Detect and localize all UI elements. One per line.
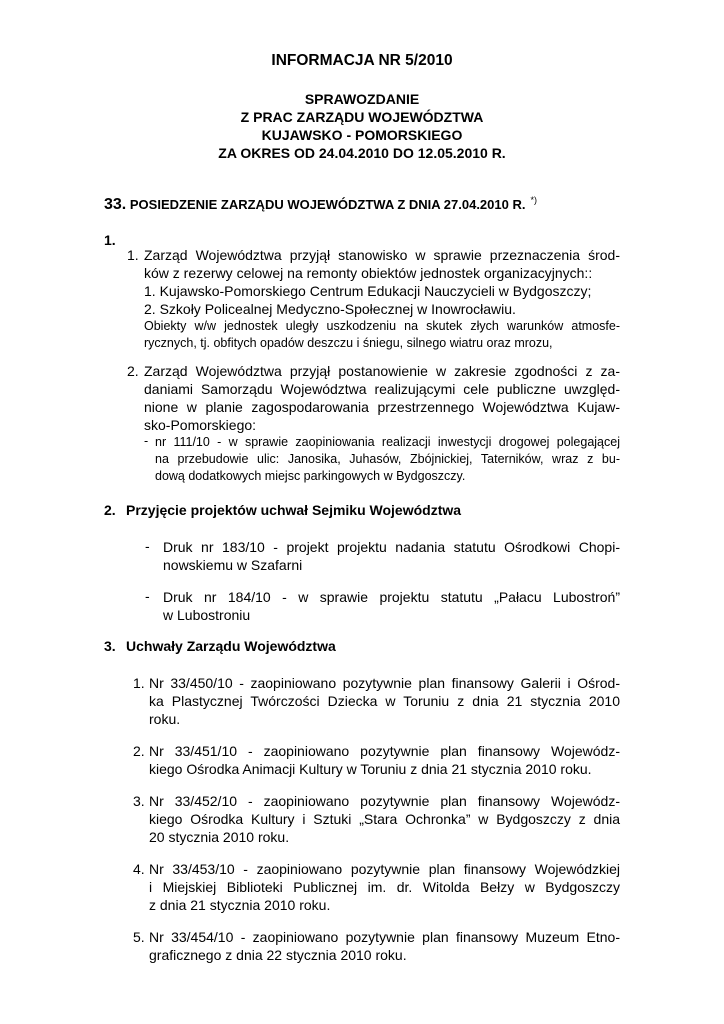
s3-item5-line1: Nr 33/454/10 - zaopiniowano pozytywnie plan finansowy Muzeum Etno- — [149, 929, 620, 945]
s1-item1-subitem2: 2. Szkoły Policealnej Medyczno-Społecznej w Inowrocławiu. — [144, 301, 516, 317]
s1-item2-sub-line3: dową dodatkowych miejsc parkingowych w Bydgoszczy. — [155, 469, 466, 483]
s3-item4-line1: Nr 33/453/10 - zaopiniowano pozytywnie plan finansowy Wojewódzkiej — [149, 861, 620, 877]
s3-item2-number: 2. — [133, 743, 145, 759]
s3-item2-line1: Nr 33/451/10 - zaopiniowano pozytywnie plan finansowy Wojewódz- — [149, 743, 620, 759]
s3-item3-line1: Nr 33/452/10 - zaopiniowano pozytywnie plan finansowy Wojewódz- — [149, 793, 620, 809]
document-title: INFORMACJA NR 5/2010 — [271, 52, 453, 69]
section-2-number: 2. — [104, 502, 116, 518]
section-2-title: Przyjęcie projektów uchwał Sejmiku Województwa — [126, 502, 462, 518]
s3-item4-line2: i Miejskiej Biblioteki Publicznej im. dr. Witolda Bełzy w Bydgoszczy — [149, 879, 620, 895]
s3-item1-line2: ka Plastycznej Twórczości Dziecka w Toruniu z dnia 21 stycznia 2010 — [149, 693, 620, 709]
s3-item1-line3: roku. — [149, 711, 181, 727]
s1-item1-line1: Zarząd Województwa przyjął stanowisko w sprawie przeznaczenia środ- — [144, 247, 620, 263]
meeting-heading — [104, 196, 537, 214]
s3-item5-line2: graficznego z dnia 22 stycznia 2010 roku. — [149, 947, 407, 963]
s1-item1-subitem1: 1. Kujawsko-Pomorskiego Centrum Edukacji Nauczycieli w Bydgoszczy; — [144, 283, 592, 299]
section-3-title: Uchwały Zarządu Województwa — [126, 638, 336, 654]
s3-item3-line2: kiego Ośrodka Kultury i Sztuki „Stara Ochronka” w Bydgoszczy z dnia — [149, 811, 620, 827]
s1-item1-number: 1. — [127, 247, 139, 263]
s3-item3-number: 3. — [133, 793, 145, 809]
subtitle-line-3: KUJAWSKO - POMORSKIEGO — [261, 127, 463, 143]
s1-item2-sub-line1: nr 111/10 - w sprawie zaopiniowania realizacji inwestycji drogowej polegającej — [155, 435, 620, 449]
s1-item2-sub-line2: na przebudowie ulic: Janosika, Juhasów, Zbójnickiej, Taterników, wraz z bu- — [155, 452, 620, 466]
subtitle-line-4: ZA OKRES OD 24.04.2010 DO 12.05.2010 R. — [218, 145, 506, 161]
subtitle-line-2: Z PRAC ZARZĄDU WOJEWÓDZTWA — [240, 109, 484, 125]
s1-item2-line4: sko-Pomorskiego: — [144, 417, 257, 433]
s2-item1-line2: nowskiemu w Szafarni — [163, 557, 303, 573]
meeting-title: POSIEDZENIE ZARZĄDU WOJEWÓDZTWA Z DNIA 27.04.2010 R. — [129, 197, 526, 212]
s2-item2-line2: w Lubostroniu — [163, 607, 251, 623]
s1-item1-line2: ków z rezerwy celowej na remonty obiektów jednostek organizacyjnych:: — [144, 265, 593, 281]
s3-item3-line3: 20 stycznia 2010 roku. — [149, 829, 290, 845]
s3-item2-line2: kiego Ośrodka Animacji Kultury w Toruniu z dnia 21 stycznia 2010 roku. — [149, 761, 592, 777]
s3-item5-number: 5. — [133, 929, 145, 945]
s3-item1-number: 1. — [133, 675, 145, 691]
meeting-number: 33. — [104, 196, 127, 213]
s2-item2-dash: - — [145, 588, 150, 604]
s3-item4-number: 4. — [133, 861, 145, 877]
s1-item2-line2: daniami Samorządu Województwa realizującymi cele publiczne uwzględ- — [144, 381, 620, 397]
subtitle-line-1: SPRAWOZDANIE — [304, 91, 420, 107]
s1-item2-number: 2. — [127, 363, 139, 379]
s1-item2-sub-dash: - — [144, 434, 149, 448]
section-3-number: 3. — [104, 638, 116, 654]
s2-item1-line1: Druk nr 183/10 - projekt projektu nadania statutu Ośrodkowi Chopi- — [163, 539, 620, 555]
section-1-number: 1. — [104, 232, 116, 248]
s1-item1-note-line1: Obiekty w/w jednostek uległy uszkodzeniu na skutek złych warunków atmosfe- — [144, 319, 620, 333]
s1-item1-note-line2: rycznych, tj. obfitych opadów deszczu i śniegu, silnego wiatru oraz mrozu, — [144, 336, 553, 350]
s2-item2-line1: Druk nr 184/10 - w sprawie projektu statutu „Pałacu Lubostroń” — [163, 589, 620, 605]
s3-item4-line3: z dnia 21 stycznia 2010 roku. — [149, 897, 331, 913]
s3-item1-line1: Nr 33/450/10 - zaopiniowano pozytywnie plan finansowy Galerii i Ośrod- — [149, 675, 620, 691]
footnote-mark: *) — [530, 195, 537, 205]
s2-item1-dash: - — [145, 538, 150, 554]
s1-item2-line3: nione w planie zagospodarowania przestrzennego Województwa Kujaw- — [144, 399, 620, 415]
s1-item2-line1: Zarząd Województwa przyjął postanowienie w zakresie zgodności z za- — [144, 363, 620, 379]
